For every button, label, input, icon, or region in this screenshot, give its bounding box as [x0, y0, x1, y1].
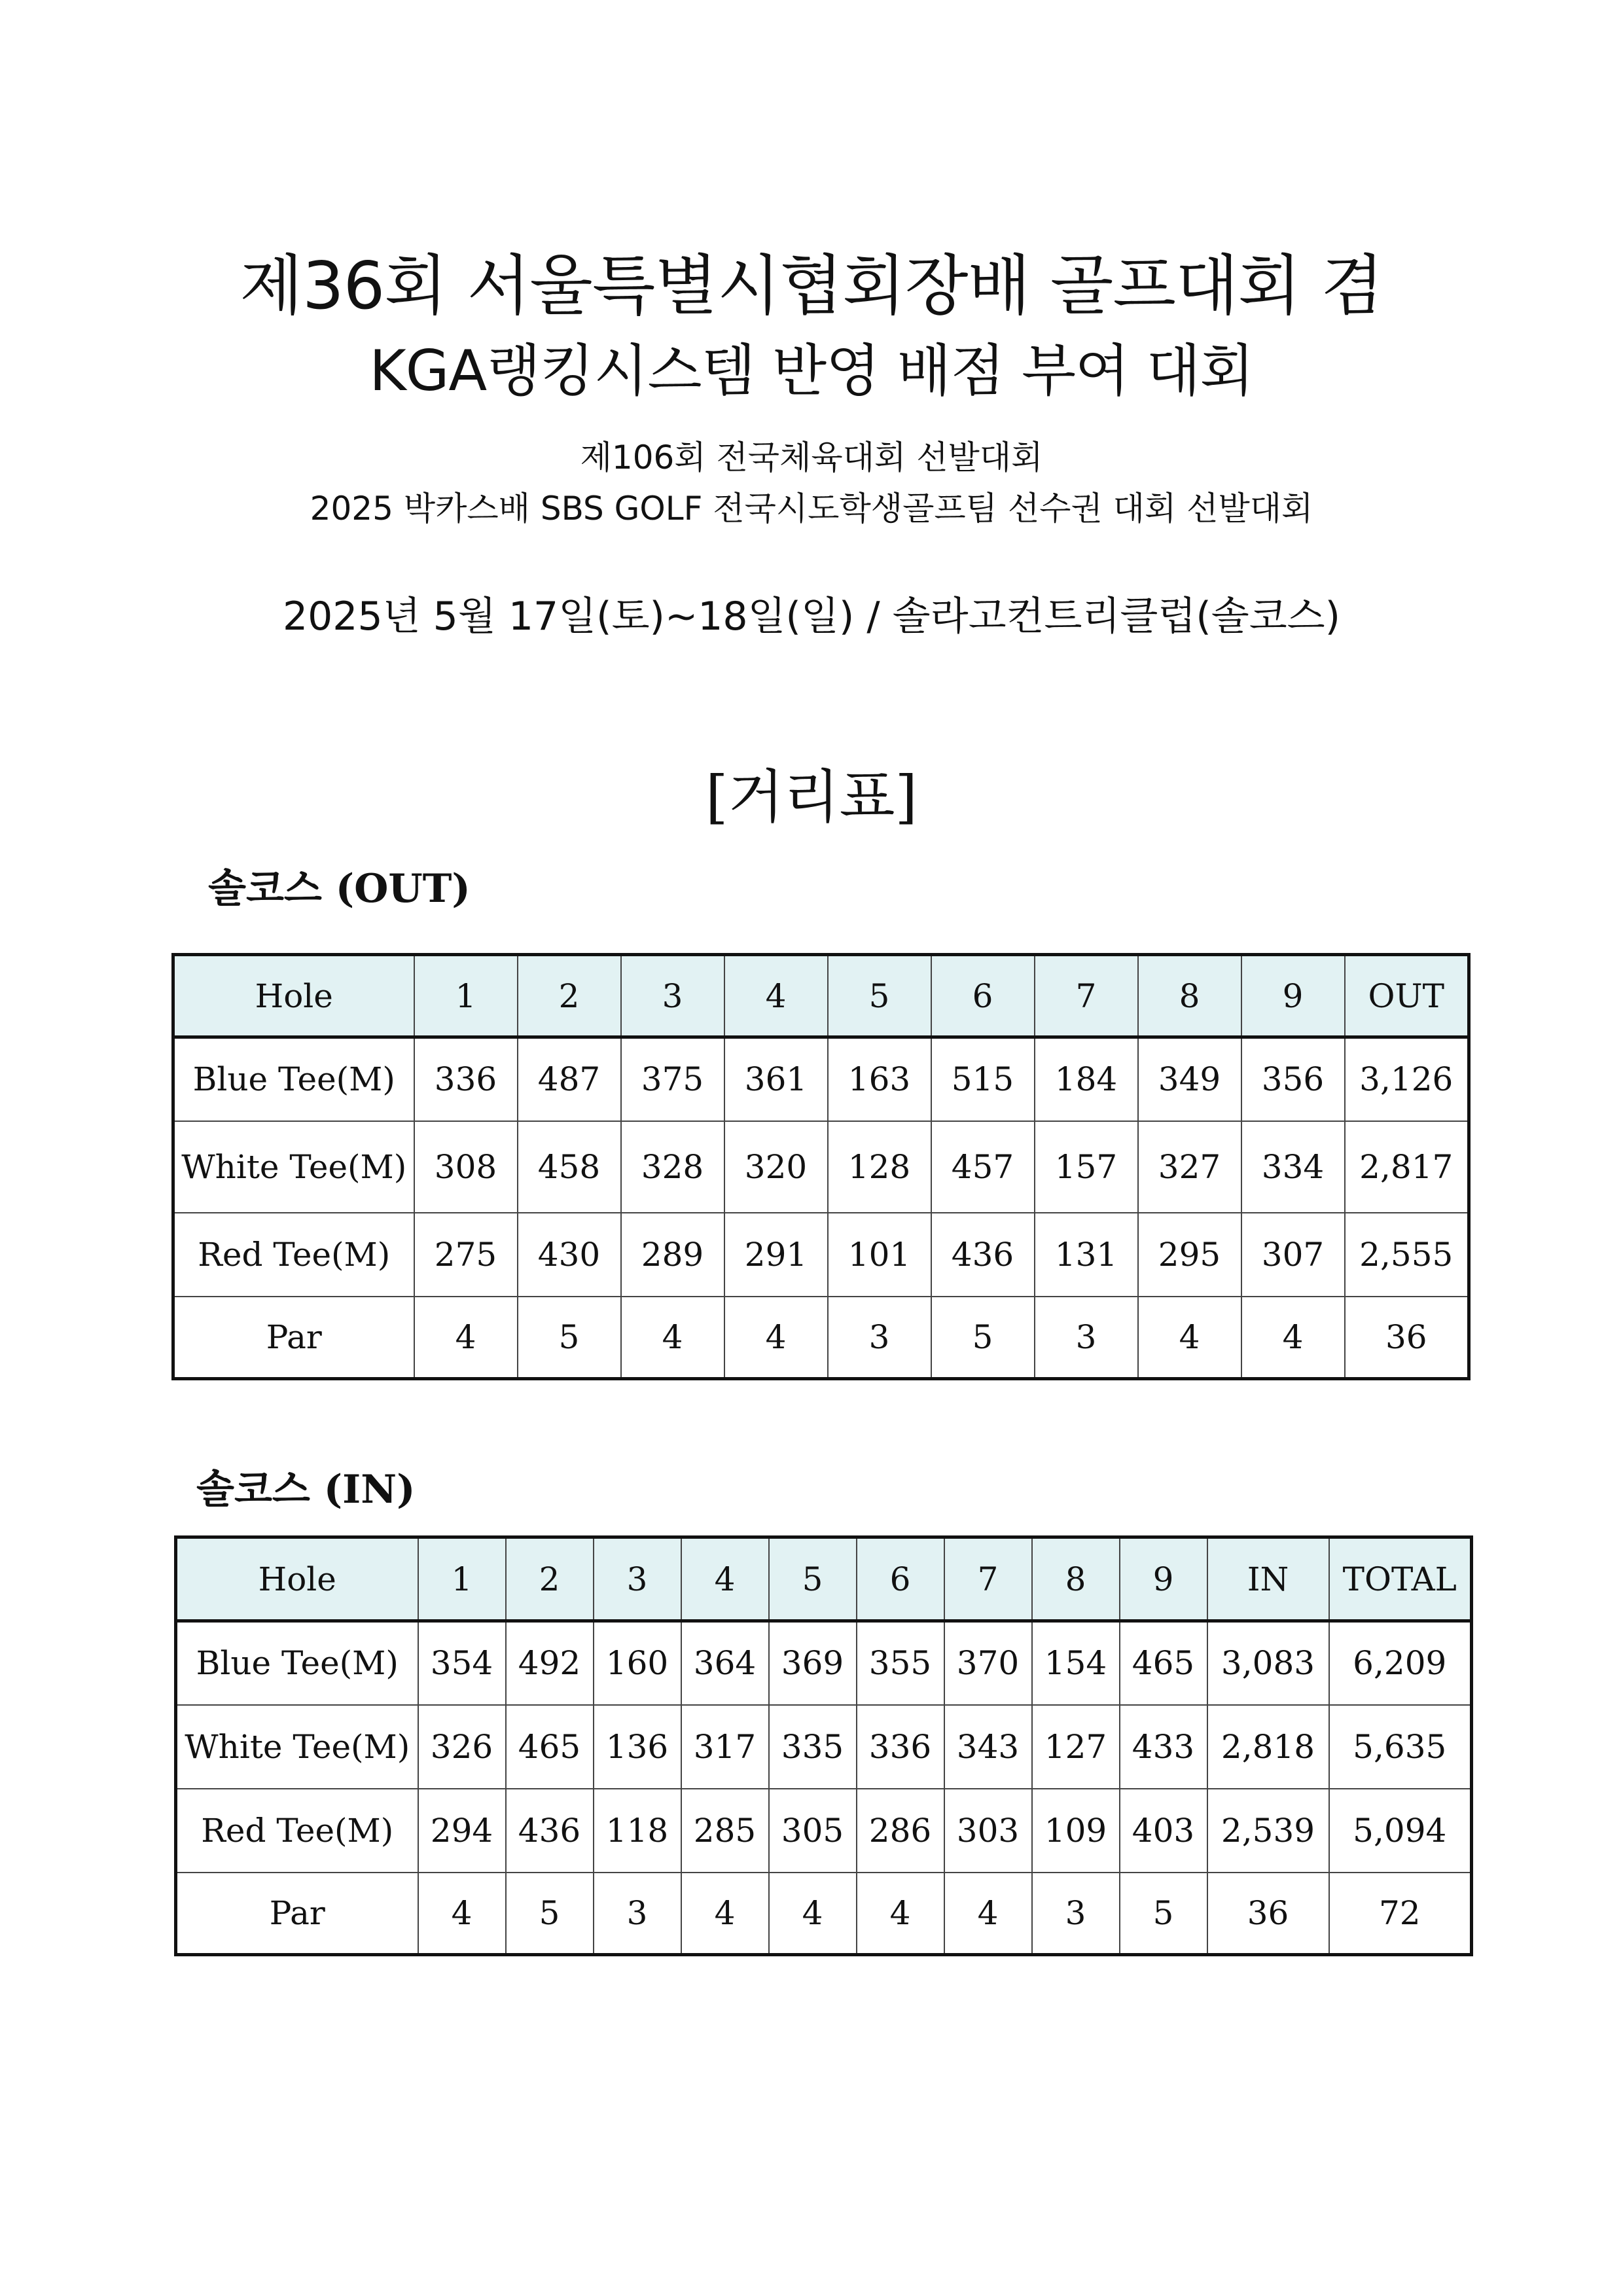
table-cell: 370: [944, 1621, 1032, 1705]
table-cell: 354: [418, 1621, 506, 1705]
header-cell: 8: [1138, 955, 1241, 1037]
table-row: [176, 1789, 1472, 1873]
table-cell: 349: [1138, 1037, 1241, 1121]
table-cell: 320: [724, 1121, 828, 1213]
table-cell: 369: [769, 1621, 857, 1705]
row-label-cell: White Tee(M): [176, 1705, 418, 1789]
table-cell: 457: [931, 1121, 1035, 1213]
header-cell: 3: [594, 1537, 681, 1621]
table-cell: 303: [944, 1789, 1032, 1873]
table-cell: 4: [1241, 1297, 1345, 1379]
header-cell: 6: [857, 1537, 944, 1621]
table-cell: 3: [594, 1873, 681, 1955]
table-cell: 436: [931, 1213, 1035, 1297]
row-label-cell: Par: [173, 1297, 414, 1379]
header-cell: IN: [1207, 1537, 1329, 1621]
header-cell: 6: [931, 955, 1035, 1037]
table-cell: 5,094: [1329, 1789, 1472, 1873]
table-cell: 4: [857, 1873, 944, 1955]
table-row: [173, 1121, 1469, 1213]
table-row: [173, 1297, 1469, 1379]
table-cell: 154: [1032, 1621, 1120, 1705]
table-cell: 2,555: [1345, 1213, 1469, 1297]
table-cell: 403: [1120, 1789, 1207, 1873]
header-cell: 5: [828, 955, 931, 1037]
header-cell: 7: [1035, 955, 1138, 1037]
header-cell: 4: [681, 1537, 769, 1621]
table-cell: 136: [594, 1705, 681, 1789]
table-cell: 72: [1329, 1873, 1472, 1955]
table-cell: 4: [944, 1873, 1032, 1955]
table-cell: 356: [1241, 1037, 1345, 1121]
table-cell: 355: [857, 1621, 944, 1705]
table-cell: 36: [1345, 1297, 1469, 1379]
table-cell: 458: [518, 1121, 621, 1213]
table-cell: 307: [1241, 1213, 1345, 1297]
header-cell: 5: [769, 1537, 857, 1621]
table-cell: 5: [518, 1297, 621, 1379]
table-cell: 326: [418, 1705, 506, 1789]
table-cell: 336: [414, 1037, 518, 1121]
table-cell: 327: [1138, 1121, 1241, 1213]
header-cell: 9: [1120, 1537, 1207, 1621]
document-title-line-2: KGA랭킹시스템 반영 배점 부여 대회: [369, 338, 1254, 404]
table-cell: 375: [621, 1037, 724, 1121]
table-cell: 3: [1032, 1873, 1120, 1955]
table-cell: 336: [857, 1705, 944, 1789]
table-cell: 2,539: [1207, 1789, 1329, 1873]
row-label-cell: White Tee(M): [173, 1121, 414, 1213]
table-cell: 364: [681, 1621, 769, 1705]
row-label-cell: Red Tee(M): [176, 1789, 418, 1873]
table-cell: 4: [1138, 1297, 1241, 1379]
table-cell: 5: [1120, 1873, 1207, 1955]
header-cell-hole: Hole: [176, 1537, 418, 1621]
table-cell: 6,209: [1329, 1621, 1472, 1705]
table-cell: 465: [1120, 1621, 1207, 1705]
table-row: [176, 1621, 1472, 1705]
header-cell: 2: [518, 955, 621, 1037]
table-cell: 5: [506, 1873, 594, 1955]
table-cell: 295: [1138, 1213, 1241, 1297]
table-cell: 109: [1032, 1789, 1120, 1873]
header-cell: 9: [1241, 955, 1345, 1037]
table-cell: 157: [1035, 1121, 1138, 1213]
subtitle-line-1: 제106회 전국체육대회 선발대회: [580, 439, 1043, 476]
header-cell: 2: [506, 1537, 594, 1621]
table-cell: 492: [506, 1621, 594, 1705]
table-cell: 160: [594, 1621, 681, 1705]
table-cell: 305: [769, 1789, 857, 1873]
table-row: [176, 1705, 1472, 1789]
table-cell: 317: [681, 1705, 769, 1789]
out-course-label: 솔코스 (OUT): [208, 866, 471, 912]
header-cell: 1: [414, 955, 518, 1037]
table-cell: 163: [828, 1037, 931, 1121]
table-cell: 36: [1207, 1873, 1329, 1955]
table-cell: 4: [769, 1873, 857, 1955]
table-cell: 4: [681, 1873, 769, 1955]
table-cell: 127: [1032, 1705, 1120, 1789]
table-cell: 294: [418, 1789, 506, 1873]
table-cell: 5: [931, 1297, 1035, 1379]
date-venue: 2025년 5월 17일(토)~18일(일) / 솔라고컨트리클럽(솔코스): [282, 594, 1341, 639]
header-cell: TOTAL: [1329, 1537, 1472, 1621]
in-course-table: [174, 1535, 1473, 1956]
table-cell: 4: [724, 1297, 828, 1379]
table-cell: 465: [506, 1705, 594, 1789]
header-cell: 7: [944, 1537, 1032, 1621]
table-cell: 289: [621, 1213, 724, 1297]
header-cell: 3: [621, 955, 724, 1037]
subtitle-line-2: 2025 박카스배 SBS GOLF 전국시도학생골프팀 선수권 대회 선발대회: [310, 490, 1313, 528]
header-cell: 1: [418, 1537, 506, 1621]
table-cell: 184: [1035, 1037, 1138, 1121]
row-label-cell: Par: [176, 1873, 418, 1955]
table-cell: 3: [828, 1297, 931, 1379]
header-cell: 4: [724, 955, 828, 1037]
section-title: [거리표]: [705, 763, 918, 831]
header-cell: 8: [1032, 1537, 1120, 1621]
table-cell: 308: [414, 1121, 518, 1213]
table-row: [176, 1873, 1472, 1955]
table-cell: 3,126: [1345, 1037, 1469, 1121]
table-cell: 3: [1035, 1297, 1138, 1379]
table-cell: 515: [931, 1037, 1035, 1121]
table-cell: 343: [944, 1705, 1032, 1789]
table-cell: 2,818: [1207, 1705, 1329, 1789]
table-cell: 436: [506, 1789, 594, 1873]
table-header-row: [173, 955, 1469, 1037]
row-label-cell: Blue Tee(M): [173, 1037, 414, 1121]
table-row: [173, 1213, 1469, 1297]
table-cell: 5,635: [1329, 1705, 1472, 1789]
table-cell: 4: [418, 1873, 506, 1955]
row-label-cell: Red Tee(M): [173, 1213, 414, 1297]
table-cell: 334: [1241, 1121, 1345, 1213]
in-course-label: 솔코스 (IN): [196, 1467, 416, 1513]
table-cell: 328: [621, 1121, 724, 1213]
table-cell: 4: [414, 1297, 518, 1379]
table-row: [173, 1037, 1469, 1121]
table-cell: 487: [518, 1037, 621, 1121]
table-cell: 128: [828, 1121, 931, 1213]
header-cell-hole: Hole: [173, 955, 414, 1037]
table-cell: 118: [594, 1789, 681, 1873]
out-course-table: [171, 953, 1471, 1380]
table-cell: 335: [769, 1705, 857, 1789]
table-cell: 285: [681, 1789, 769, 1873]
table-cell: 3,083: [1207, 1621, 1329, 1705]
table-cell: 433: [1120, 1705, 1207, 1789]
table-cell: 2,817: [1345, 1121, 1469, 1213]
table-cell: 131: [1035, 1213, 1138, 1297]
table-cell: 101: [828, 1213, 931, 1297]
table-cell: 275: [414, 1213, 518, 1297]
table-cell: 286: [857, 1789, 944, 1873]
table-cell: 430: [518, 1213, 621, 1297]
table-header-row: [176, 1537, 1472, 1621]
table-cell: 361: [724, 1037, 828, 1121]
document-title: 제36회 서울특별시협회장배 골프대회 겸: [240, 247, 1383, 324]
table-cell: 291: [724, 1213, 828, 1297]
header-cell: OUT: [1345, 955, 1469, 1037]
row-label-cell: Blue Tee(M): [176, 1621, 418, 1705]
table-cell: 4: [621, 1297, 724, 1379]
